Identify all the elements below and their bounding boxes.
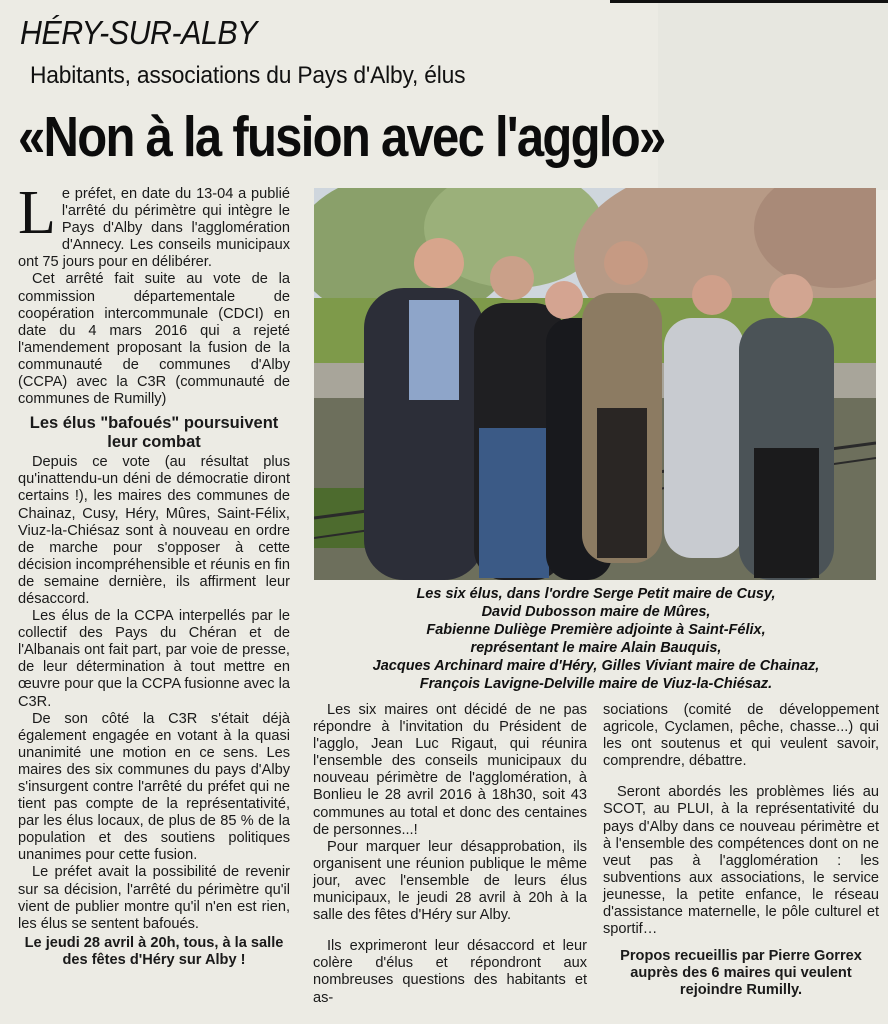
paragraph: sociations (comité de développement agricole, Cyclamen, pêche, chasse...) qui les ont soutenus et qui veulent savoir, comprendre, débattre. [603, 702, 879, 770]
spacer [313, 924, 587, 938]
caption-line: Jacques Archinard maire d'Héry, Gilles Viviant maire de Chainaz, [372, 658, 820, 675]
caption-line: David Dubosson maire de Mûres, [481, 604, 711, 621]
lead-paragraph [18, 179, 290, 271]
paragraph: Le préfet avait la possibilité de revenir sur sa décision, l'arrêté du périmètre qu'il vient de publier montre qu'il n'en est rien, les élus se sentent bafoués. [18, 864, 290, 932]
meeting-callout: Le jeudi 28 avril à 20h, tous, à la salle des fêtes d'Héry sur Alby ! [24, 934, 284, 968]
subheading: Les élus "bafoués" poursuivent leur combat [29, 414, 279, 452]
paragraph: Pour marquer leur désapprobation, ils organisent une réunion publique le même jour, avec l'ensemble de leurs élus municipaux, le jeudi 28 avril à 20h à la salle des fêtes d'Héry sur Alby. [313, 838, 587, 924]
article-column-1 [18, 179, 290, 969]
byline: Propos recueillis par Pierre Gorrex auprès des 6 maires qui veulent rejoindre Rumilly. [620, 948, 862, 999]
spacer [603, 770, 879, 784]
headline: «Non à la fusion avec l'agglo» [18, 105, 665, 169]
paragraph: Depuis ce vote (au résultat plus qu'inattendu-un déni de démocratie diront certains !), les maires des communes de Chainaz, Cusy, Héry, Mûres, Saint-Félix, Viuz-la-Chiésaz sont à nouveau en ordre de marche pour s'opposer à cette décision incompréhensible et réunis en fin de semaine dernière, ils affirment leur désaccord. [18, 454, 290, 607]
locality-label: HÉRY-SUR-ALBY [20, 14, 257, 51]
paragraph: De son côté la C3R s'était déjà également engagée en votant à la quasi unanimité une motion en ce sens. Les maires des six communes du pays d'Alby s'insurgent contre l'arrêté du préfet qui ne tient pas compte de la représentativité, par les élus locaux, de plus de 85 % de la population et des soutiens politiques unanimes pour cette fusion. [18, 710, 290, 864]
adjacent-article-bleed [658, 0, 888, 190]
top-rule [610, 0, 888, 3]
paragraph: Les six maires ont décidé de ne pas répondre à l'invitation du Président de l'agglo, Jean Luc Rigaut, qui réunira l'ensemble des conseils municipaux du nouveau périmètre de l'agglomération, à Bonlieu le 28 avril 2016 à 18h30, soit 43 communes au total et donc des centaines de personnes...! [313, 702, 587, 838]
paragraph: Cet arrêté fait suite au vote de la commission départementale de coopération intercommunale (CDCI) en date du 4 mars 2016 qui a rejeté l'amendement proposant la fusion de la communauté de communes d'Alby (CCPA) avec la C3R (communauté de communes de Rumilly) [18, 271, 290, 408]
caption-line: François Lavigne-Delville maire de Viuz-la-Chiésaz. [419, 676, 773, 693]
caption-line: représentant le maire Alain Bauquis, [470, 640, 722, 657]
paragraph: Ils exprimeront leur désaccord et leur colère d'élus et répondront aux nombreuses questions des habitants et as- [313, 938, 587, 1006]
photo-caption [316, 585, 876, 694]
photo-illustration [314, 188, 876, 580]
lead-text: e préfet, en date du 13-04 a publié l'arrêté du périmètre qui intègre le Pays d'Alby dans l'agglomération d'Annecy. Les conseils municipaux ont 75 jours pour en délibérer. [18, 186, 290, 271]
article-column-3 [603, 702, 879, 1000]
paragraph: Les élus de la CCPA interpellés par le collectif des Pays du Chéran et de l'Albanais ont fait part, par voie de presse, de leur détermination à tout mettre en œuvre pour que la CCPA fusionne avec la C3R. [18, 608, 290, 710]
article-column-2 [313, 702, 587, 1007]
paragraph: Seront abordés les problèmes liés au SCOT, au PLUI, à la représentativité du pays d'Alby dans ce nouveau périmètre et à l'ensemble des compétences dont on ne veut pas à l'agglomération : les subventions aux associations, le service jeunesse, la petite enfance, le réseau d'assistance maternelle, le pôle culturel et sportif… [603, 784, 879, 938]
caption-line: Les six élus, dans l'ordre Serge Petit maire de Cusy, [416, 586, 776, 602]
kicker: Habitants, associations du Pays d'Alby, élus [30, 62, 466, 89]
caption-line: Fabienne Duliège Première adjointe à Saint-Félix, [426, 622, 766, 639]
group-photo [314, 188, 876, 580]
drop-cap: L [18, 179, 56, 247]
